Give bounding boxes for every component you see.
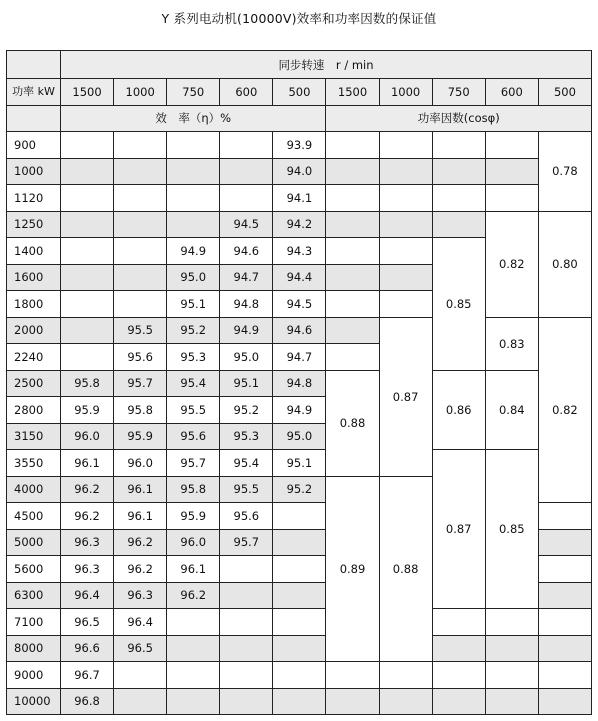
efficiency-cell: 94.5 bbox=[273, 291, 326, 318]
power-factor-cell: 0.82 bbox=[485, 211, 538, 317]
efficiency-cell: 95.8 bbox=[114, 397, 167, 424]
power-cell: 1120 bbox=[7, 185, 61, 212]
power-cell: 1600 bbox=[7, 264, 61, 291]
efficiency-cell: 95.5 bbox=[220, 476, 273, 503]
power-factor-empty-cell bbox=[485, 635, 538, 662]
power-factor-empty-cell bbox=[326, 185, 379, 212]
efficiency-cell: 96.2 bbox=[114, 556, 167, 583]
motor-efficiency-table bbox=[6, 50, 592, 715]
power-factor-cell: 0.88 bbox=[326, 370, 379, 476]
efficiency-cell bbox=[167, 132, 220, 159]
power-cell: 4500 bbox=[7, 503, 61, 530]
efficiency-cell: 95.4 bbox=[220, 450, 273, 477]
efficiency-cell: 96.0 bbox=[167, 529, 220, 556]
table-row bbox=[7, 688, 592, 715]
power-factor-empty-cell bbox=[326, 662, 379, 689]
power-factor-cell: 0.85 bbox=[485, 450, 538, 609]
efficiency-cell: 94.0 bbox=[273, 158, 326, 185]
power-factor-empty-cell bbox=[538, 635, 591, 662]
power-column-header: 功率 kW bbox=[7, 79, 61, 106]
efficiency-cell: 95.9 bbox=[61, 397, 114, 424]
efficiency-cell: 96.5 bbox=[114, 635, 167, 662]
efficiency-cell: 96.4 bbox=[61, 582, 114, 609]
table-row bbox=[7, 450, 592, 477]
efficiency-cell bbox=[61, 317, 114, 344]
efficiency-cell bbox=[273, 609, 326, 636]
power-factor-cell: 0.86 bbox=[432, 370, 485, 450]
efficiency-cell: 94.7 bbox=[273, 344, 326, 371]
efficiency-cell bbox=[220, 158, 273, 185]
power-factor-empty-cell bbox=[432, 132, 485, 159]
efficiency-cell: 95.1 bbox=[220, 370, 273, 397]
power-cell: 3550 bbox=[7, 450, 61, 477]
efficiency-cell: 96.2 bbox=[61, 476, 114, 503]
efficiency-cell bbox=[61, 238, 114, 265]
speed-header-pf-500: 500 bbox=[538, 79, 591, 106]
power-factor-cell: 0.78 bbox=[538, 132, 591, 212]
power-factor-empty-cell bbox=[432, 688, 485, 715]
power-factor-empty-cell bbox=[326, 291, 379, 318]
power-factor-cell: 0.87 bbox=[379, 317, 432, 476]
power-factor-empty-cell bbox=[379, 132, 432, 159]
efficiency-cell bbox=[273, 688, 326, 715]
power-factor-empty-cell bbox=[379, 238, 432, 265]
power-factor-cell: 0.85 bbox=[432, 238, 485, 371]
efficiency-cell: 96.8 bbox=[61, 688, 114, 715]
power-cell: 2500 bbox=[7, 370, 61, 397]
efficiency-cell: 95.5 bbox=[167, 397, 220, 424]
speed-header-pf-1000: 1000 bbox=[379, 79, 432, 106]
efficiency-cell: 96.3 bbox=[61, 556, 114, 583]
efficiency-cell: 95.2 bbox=[167, 317, 220, 344]
power-factor-cell: 0.89 bbox=[326, 476, 379, 662]
efficiency-cell: 94.9 bbox=[220, 317, 273, 344]
efficiency-cell: 95.0 bbox=[220, 344, 273, 371]
power-factor-empty-cell bbox=[326, 317, 379, 344]
power-factor-empty-cell bbox=[379, 264, 432, 291]
power-cell: 5000 bbox=[7, 529, 61, 556]
efficiency-cell bbox=[167, 609, 220, 636]
table-row bbox=[7, 211, 592, 238]
efficiency-cell bbox=[273, 503, 326, 530]
table-row bbox=[7, 317, 592, 344]
efficiency-cell: 94.9 bbox=[273, 397, 326, 424]
efficiency-cell: 96.3 bbox=[61, 529, 114, 556]
power-factor-cell: 0.87 bbox=[432, 450, 485, 609]
efficiency-cell: 95.1 bbox=[273, 450, 326, 477]
efficiency-cell bbox=[61, 291, 114, 318]
efficiency-cell: 94.3 bbox=[273, 238, 326, 265]
speed-header-pf-1500: 1500 bbox=[326, 79, 379, 106]
efficiency-cell: 95.6 bbox=[114, 344, 167, 371]
power-factor-empty-cell bbox=[379, 211, 432, 238]
power-factor-cell: 0.88 bbox=[379, 476, 432, 662]
power-cell: 1400 bbox=[7, 238, 61, 265]
efficiency-cell: 95.8 bbox=[61, 370, 114, 397]
efficiency-cell: 95.3 bbox=[220, 423, 273, 450]
corner-cell bbox=[7, 51, 61, 79]
efficiency-cell bbox=[273, 662, 326, 689]
power-cell: 1250 bbox=[7, 211, 61, 238]
power-cell: 4000 bbox=[7, 476, 61, 503]
efficiency-cell bbox=[114, 132, 167, 159]
power-factor-empty-cell bbox=[538, 609, 591, 636]
power-factor-header: 功率因数(cosφ) bbox=[326, 105, 592, 132]
efficiency-cell: 96.1 bbox=[114, 503, 167, 530]
power-factor-empty-cell bbox=[538, 582, 591, 609]
power-cell: 3150 bbox=[7, 423, 61, 450]
efficiency-cell bbox=[167, 185, 220, 212]
power-factor-empty-cell bbox=[485, 688, 538, 715]
table-row bbox=[7, 158, 592, 185]
efficiency-cell bbox=[167, 688, 220, 715]
power-factor-empty-cell bbox=[379, 158, 432, 185]
efficiency-cell bbox=[220, 185, 273, 212]
efficiency-cell: 94.5 bbox=[220, 211, 273, 238]
efficiency-cell: 96.2 bbox=[61, 503, 114, 530]
speed-header-eff-500: 500 bbox=[273, 79, 326, 106]
efficiency-cell: 95.6 bbox=[220, 503, 273, 530]
efficiency-cell bbox=[220, 688, 273, 715]
speed-header-eff-600: 600 bbox=[220, 79, 273, 106]
table-row bbox=[7, 662, 592, 689]
efficiency-cell: 96.1 bbox=[61, 450, 114, 477]
power-cell: 900 bbox=[7, 132, 61, 159]
power-factor-empty-cell bbox=[432, 211, 485, 238]
efficiency-cell: 95.9 bbox=[114, 423, 167, 450]
efficiency-cell: 95.5 bbox=[114, 317, 167, 344]
efficiency-cell bbox=[114, 662, 167, 689]
efficiency-cell: 96.0 bbox=[61, 423, 114, 450]
efficiency-cell: 96.6 bbox=[61, 635, 114, 662]
efficiency-cell: 96.5 bbox=[61, 609, 114, 636]
power-factor-empty-cell bbox=[326, 158, 379, 185]
power-factor-empty-cell bbox=[379, 688, 432, 715]
efficiency-cell: 95.7 bbox=[167, 450, 220, 477]
efficiency-cell: 94.1 bbox=[273, 185, 326, 212]
power-factor-cell: 0.80 bbox=[538, 211, 591, 317]
efficiency-cell bbox=[220, 635, 273, 662]
efficiency-cell bbox=[273, 556, 326, 583]
power-cell: 1800 bbox=[7, 291, 61, 318]
table-row bbox=[7, 609, 592, 636]
efficiency-cell bbox=[167, 158, 220, 185]
efficiency-cell bbox=[114, 291, 167, 318]
power-cell: 2000 bbox=[7, 317, 61, 344]
efficiency-cell bbox=[61, 344, 114, 371]
efficiency-cell: 96.2 bbox=[114, 529, 167, 556]
power-factor-empty-cell bbox=[379, 185, 432, 212]
efficiency-cell bbox=[220, 662, 273, 689]
efficiency-cell: 94.7 bbox=[220, 264, 273, 291]
efficiency-cell bbox=[167, 211, 220, 238]
efficiency-cell: 96.4 bbox=[114, 609, 167, 636]
power-factor-empty-cell bbox=[326, 238, 379, 265]
efficiency-cell bbox=[61, 211, 114, 238]
efficiency-cell bbox=[220, 556, 273, 583]
efficiency-cell: 94.6 bbox=[220, 238, 273, 265]
efficiency-cell bbox=[61, 185, 114, 212]
efficiency-cell bbox=[273, 635, 326, 662]
efficiency-cell bbox=[114, 264, 167, 291]
power-factor-empty-cell bbox=[379, 291, 432, 318]
efficiency-cell bbox=[220, 609, 273, 636]
power-factor-cell: 0.84 bbox=[485, 370, 538, 450]
efficiency-cell: 95.1 bbox=[167, 291, 220, 318]
efficiency-cell: 96.1 bbox=[167, 556, 220, 583]
efficiency-cell: 96.3 bbox=[114, 582, 167, 609]
speed-header-eff-750: 750 bbox=[167, 79, 220, 106]
power-cell: 9000 bbox=[7, 662, 61, 689]
power-cell: 6300 bbox=[7, 582, 61, 609]
power-factor-cell: 0.82 bbox=[538, 317, 591, 503]
efficiency-cell bbox=[61, 132, 114, 159]
power-cell: 2240 bbox=[7, 344, 61, 371]
power-factor-empty-cell bbox=[538, 688, 591, 715]
efficiency-cell bbox=[114, 238, 167, 265]
table-row bbox=[7, 370, 592, 397]
efficiency-cell: 95.0 bbox=[167, 264, 220, 291]
efficiency-cell: 96.2 bbox=[167, 582, 220, 609]
power-factor-empty-cell bbox=[538, 556, 591, 583]
efficiency-cell: 95.7 bbox=[220, 529, 273, 556]
table-row bbox=[7, 635, 592, 662]
efficiency-cell bbox=[61, 158, 114, 185]
power-factor-cell: 0.83 bbox=[485, 317, 538, 370]
power-factor-empty-cell bbox=[326, 264, 379, 291]
power-cell: 1000 bbox=[7, 158, 61, 185]
efficiency-cell bbox=[167, 635, 220, 662]
efficiency-cell: 95.9 bbox=[167, 503, 220, 530]
power-factor-empty-cell bbox=[326, 688, 379, 715]
efficiency-cell: 93.9 bbox=[273, 132, 326, 159]
subheader-blank bbox=[7, 105, 61, 132]
efficiency-cell: 94.9 bbox=[167, 238, 220, 265]
power-factor-empty-cell bbox=[379, 662, 432, 689]
efficiency-cell bbox=[273, 582, 326, 609]
efficiency-cell: 95.2 bbox=[273, 476, 326, 503]
document-title: Y 系列电动机(10000V)效率和功率因数的保证值 bbox=[161, 11, 437, 26]
efficiency-cell bbox=[167, 662, 220, 689]
efficiency-cell: 95.6 bbox=[167, 423, 220, 450]
power-factor-empty-cell bbox=[538, 503, 591, 530]
efficiency-cell: 95.0 bbox=[273, 423, 326, 450]
efficiency-cell: 95.8 bbox=[167, 476, 220, 503]
power-cell: 7100 bbox=[7, 609, 61, 636]
efficiency-cell bbox=[220, 582, 273, 609]
power-factor-empty-cell bbox=[485, 132, 538, 159]
power-factor-empty-cell bbox=[326, 211, 379, 238]
power-factor-empty-cell bbox=[432, 662, 485, 689]
power-factor-empty-cell bbox=[432, 185, 485, 212]
power-factor-empty-cell bbox=[538, 662, 591, 689]
efficiency-cell: 95.7 bbox=[114, 370, 167, 397]
efficiency-cell: 95.4 bbox=[167, 370, 220, 397]
power-factor-empty-cell bbox=[485, 158, 538, 185]
efficiency-cell bbox=[114, 688, 167, 715]
power-factor-empty-cell bbox=[326, 132, 379, 159]
power-factor-empty-cell bbox=[326, 344, 379, 371]
table-row bbox=[7, 132, 592, 159]
efficiency-cell bbox=[220, 132, 273, 159]
efficiency-cell: 96.1 bbox=[114, 476, 167, 503]
efficiency-cell: 95.3 bbox=[167, 344, 220, 371]
power-cell: 10000 bbox=[7, 688, 61, 715]
efficiency-cell: 94.8 bbox=[220, 291, 273, 318]
efficiency-cell bbox=[273, 529, 326, 556]
efficiency-header: 效 率（η）% bbox=[61, 105, 326, 132]
efficiency-cell: 94.4 bbox=[273, 264, 326, 291]
efficiency-cell bbox=[114, 158, 167, 185]
power-factor-empty-cell bbox=[432, 609, 485, 636]
power-factor-empty-cell bbox=[485, 609, 538, 636]
efficiency-cell bbox=[61, 264, 114, 291]
power-factor-empty-cell bbox=[538, 529, 591, 556]
speed-header-pf-600: 600 bbox=[485, 79, 538, 106]
efficiency-cell: 95.2 bbox=[220, 397, 273, 424]
efficiency-cell: 96.0 bbox=[114, 450, 167, 477]
power-cell: 8000 bbox=[7, 635, 61, 662]
table-row bbox=[7, 185, 592, 212]
efficiency-cell: 94.6 bbox=[273, 317, 326, 344]
speed-header-pf-750: 750 bbox=[432, 79, 485, 106]
speed-header-eff-1000: 1000 bbox=[114, 79, 167, 106]
efficiency-cell: 94.8 bbox=[273, 370, 326, 397]
power-factor-empty-cell bbox=[485, 185, 538, 212]
power-factor-empty-cell bbox=[485, 662, 538, 689]
speed-group-header: 同步转速 r / min bbox=[61, 51, 592, 79]
power-cell: 2800 bbox=[7, 397, 61, 424]
power-cell: 5600 bbox=[7, 556, 61, 583]
efficiency-cell: 94.2 bbox=[273, 211, 326, 238]
power-factor-empty-cell bbox=[432, 635, 485, 662]
efficiency-cell: 96.7 bbox=[61, 662, 114, 689]
efficiency-cell bbox=[114, 211, 167, 238]
power-factor-empty-cell bbox=[432, 158, 485, 185]
speed-header-eff-1500: 1500 bbox=[61, 79, 114, 106]
efficiency-cell bbox=[114, 185, 167, 212]
